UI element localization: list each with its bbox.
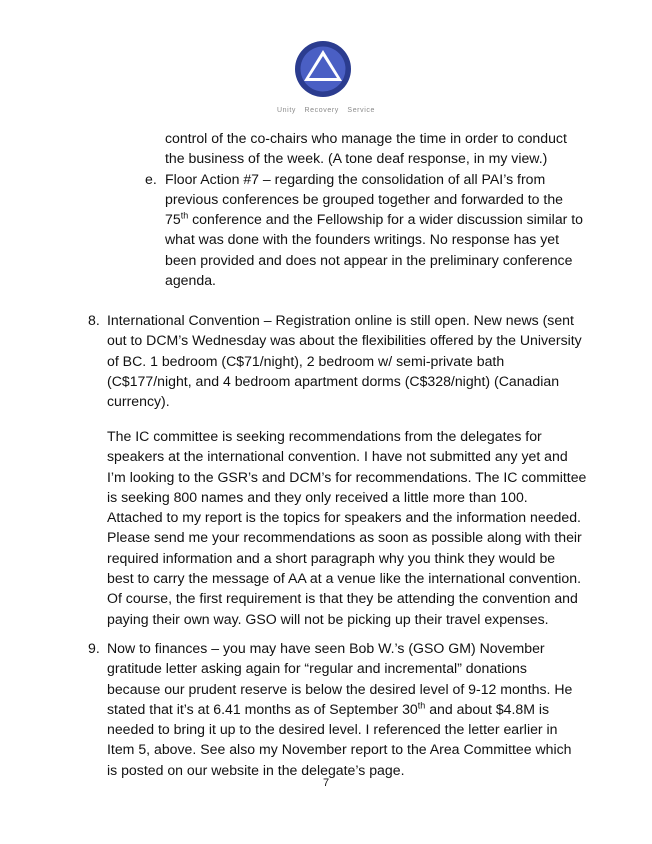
text-line: gratitude letter asking again for “regular and incremental” donations [107,660,527,677]
text-line: been provided and does not appear in the preliminary conference [165,251,573,268]
text-line: currency). [107,393,170,410]
text-segment: stated that it’s at 6.41 months as of September 30 [107,700,418,717]
text-line: required information and a short paragraph why you think they would be [107,549,556,566]
text-line: Attached to my report is the topics for speakers and the information needed. [107,509,581,526]
aa-circle-triangle-logo-icon [294,40,352,98]
item-9-paragraph [107,638,572,780]
text-line: The IC committee is seeking recommendations from the delegates for [107,428,542,444]
ordinal-suffix: th [180,210,189,221]
list-marker-8: 8. [88,312,100,328]
text-line: speakers at the international convention. I have not submitted any yet and [107,448,568,465]
text-line: needed to bring it up to the desired level. I referenced the letter earlier in [107,721,558,738]
text-line: paying their own way. GSO will not be picking up their travel expenses. [107,610,549,627]
text-line: Floor Action #7 – regarding the consolidation of all PAI’s from [165,170,546,187]
text-line: what was done with the founders writings. No response has yet [165,231,560,248]
text-line: Now to finances – you may have seen Bob W.’s (GSO GM) November [107,640,545,656]
list-marker-9: 9. [88,640,100,656]
text-line: of BC. 1 bedroom (C$71/night), 2 bedroom w/ semi-private bath [107,352,505,369]
text-line [107,699,572,719]
text-line: I’m looking to the GSR’s and DCM’s for recommendations. The IC committee [107,468,587,485]
item-e-paragraph [165,169,583,291]
item-8-paragraph-1 [107,310,582,411]
text-line: because our prudent reserve is below the desired level of 9-12 months. He [107,680,573,697]
ordinal-number: 75 [165,211,181,228]
text-line: is seeking 800 names and they only received a little more than 100. [107,488,528,505]
item-8-paragraph-2 [107,426,586,629]
page-number: 7 [322,777,330,789]
text-line: Please send me your recommendations as soon as possible along with their [107,529,582,546]
ordinal-suffix: th [417,700,426,711]
list-marker-e: e. [145,170,157,187]
text-line: Item 5, above. See also my November report to the Area Committee which [107,741,572,758]
text-segment: and about $4.8M is [425,700,550,717]
text-line: previous conferences be grouped together and forwarded to the [165,190,564,207]
continuation-paragraph [165,128,567,169]
text-line: agenda. [165,272,216,289]
text-line [165,209,583,229]
text-line: International Convention – Registration online is still open. New news (sent [107,312,574,328]
text-line: best to carry the message of AA at a venue like the international convention. [107,570,581,587]
text-line: Of course, the first requirement is that they be attending the convention and [107,590,578,607]
text-line: out to DCM’s Wednesday was about the flexibilities offered by the University [107,332,582,349]
text-line: the business of the week. (A tone deaf response, in my view.) [165,150,548,167]
text-line: control of the co-chairs who manage the time in order to conduct [165,130,567,146]
tagline: Unity Recovery Service [277,107,375,114]
text-line: is posted on our website in the delegate’s page. [107,761,405,778]
text-line: (C$177/night, and 4 bedroom apartment dorms (C$328/night) (Canadian [107,372,560,389]
text-segment: conference and the Fellowship for a wider discussion similar to [188,211,584,228]
